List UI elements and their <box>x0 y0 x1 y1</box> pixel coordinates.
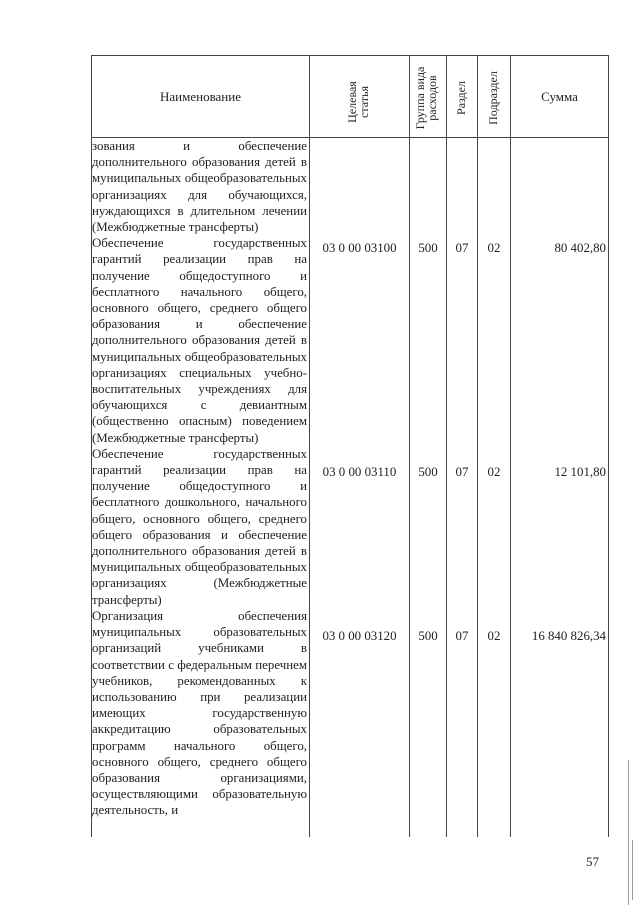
name-column-text <box>92 138 307 819</box>
scan-edge-mark <box>628 760 629 905</box>
row-2-subsection: 02 <box>487 465 501 479</box>
row-3-sum: 16 840 826,34 <box>531 629 606 643</box>
row-2-group: 500 <box>418 465 438 479</box>
page-number: 57 <box>586 854 599 869</box>
column-divider-subsection <box>510 55 511 837</box>
column-divider-section <box>477 55 478 837</box>
header-target-article <box>346 62 374 142</box>
scan-edge-mark <box>632 840 633 900</box>
row-2-section: 07 <box>455 465 469 479</box>
row-4-name: Организация обеспечения муниципальных образовательных организаций учебниками в соответствии с федеральным перечнем учебников, рекомендованных к использованию при реализации имеющих государственную аккредитацию образовательных программ начального общего, основного общего, среднего общего образования организациями, осуществляющими образовательную деятельность, и <box>92 608 307 818</box>
row-2-name: Обеспечение государственных гарантий реализации прав на получение общедоступного и бесплатного начального общего, основного общего, среднего общего образования и обеспечение дополнительного образования детей в муниципальных общеобразовательных организациях специальных учебно-воспитательных учреждениях для обучающихся с девиантным (общественно опасным) поведением (Межбюджетные трансферты) <box>92 236 307 445</box>
header-subsection <box>487 63 501 133</box>
row-2-code: 03 0 00 03110 <box>322 465 397 479</box>
table-right-border <box>608 55 609 837</box>
header-target-line2: статья <box>357 86 371 118</box>
row-2-sum: 12 101,80 <box>554 465 606 479</box>
header-group-line1: Группа вида <box>413 66 427 130</box>
column-divider-code <box>409 55 410 837</box>
row-3-code: 03 0 00 03120 <box>322 629 397 643</box>
header-target-line1: Целевая <box>345 81 359 123</box>
header-group-line2: расходов <box>425 75 439 121</box>
row-1-name: зования и обеспечение дополнительного образования детей в муниципальных общеобразовательных организациях для обучающихся, нуждающихся в длительном лечении (Межбюджетные трансферты) <box>92 139 307 235</box>
header-expense-group <box>414 58 442 138</box>
header-name-label: Наименование <box>160 88 241 104</box>
column-divider-group <box>446 55 447 837</box>
row-3-name: Обеспечение государственных гарантий реализации прав на получение общедоступного и бесплатного дошкольного, начального общего, основного общего, среднего общего образования и обеспечение дополнительного образования детей в муниципальных общеобразовательных организациях (Межбюджетные трансферты) <box>92 446 307 607</box>
row-1-group: 500 <box>418 241 438 255</box>
row-3-section: 07 <box>455 629 469 643</box>
row-3-group: 500 <box>418 629 438 643</box>
header-name <box>92 56 309 137</box>
header-section <box>455 73 469 123</box>
header-subsection-label: Подраздел <box>486 71 500 125</box>
header-section-label: Раздел <box>454 81 468 115</box>
row-1-sum: 80 402,80 <box>554 241 606 255</box>
row-1-section: 07 <box>455 241 469 255</box>
row-1-subsection: 02 <box>487 241 501 255</box>
row-3-subsection: 02 <box>487 629 501 643</box>
header-sum-label: Сумма <box>541 88 578 104</box>
column-divider-name <box>309 55 310 837</box>
row-1-code: 03 0 00 03100 <box>322 241 397 255</box>
header-sum <box>511 56 608 137</box>
